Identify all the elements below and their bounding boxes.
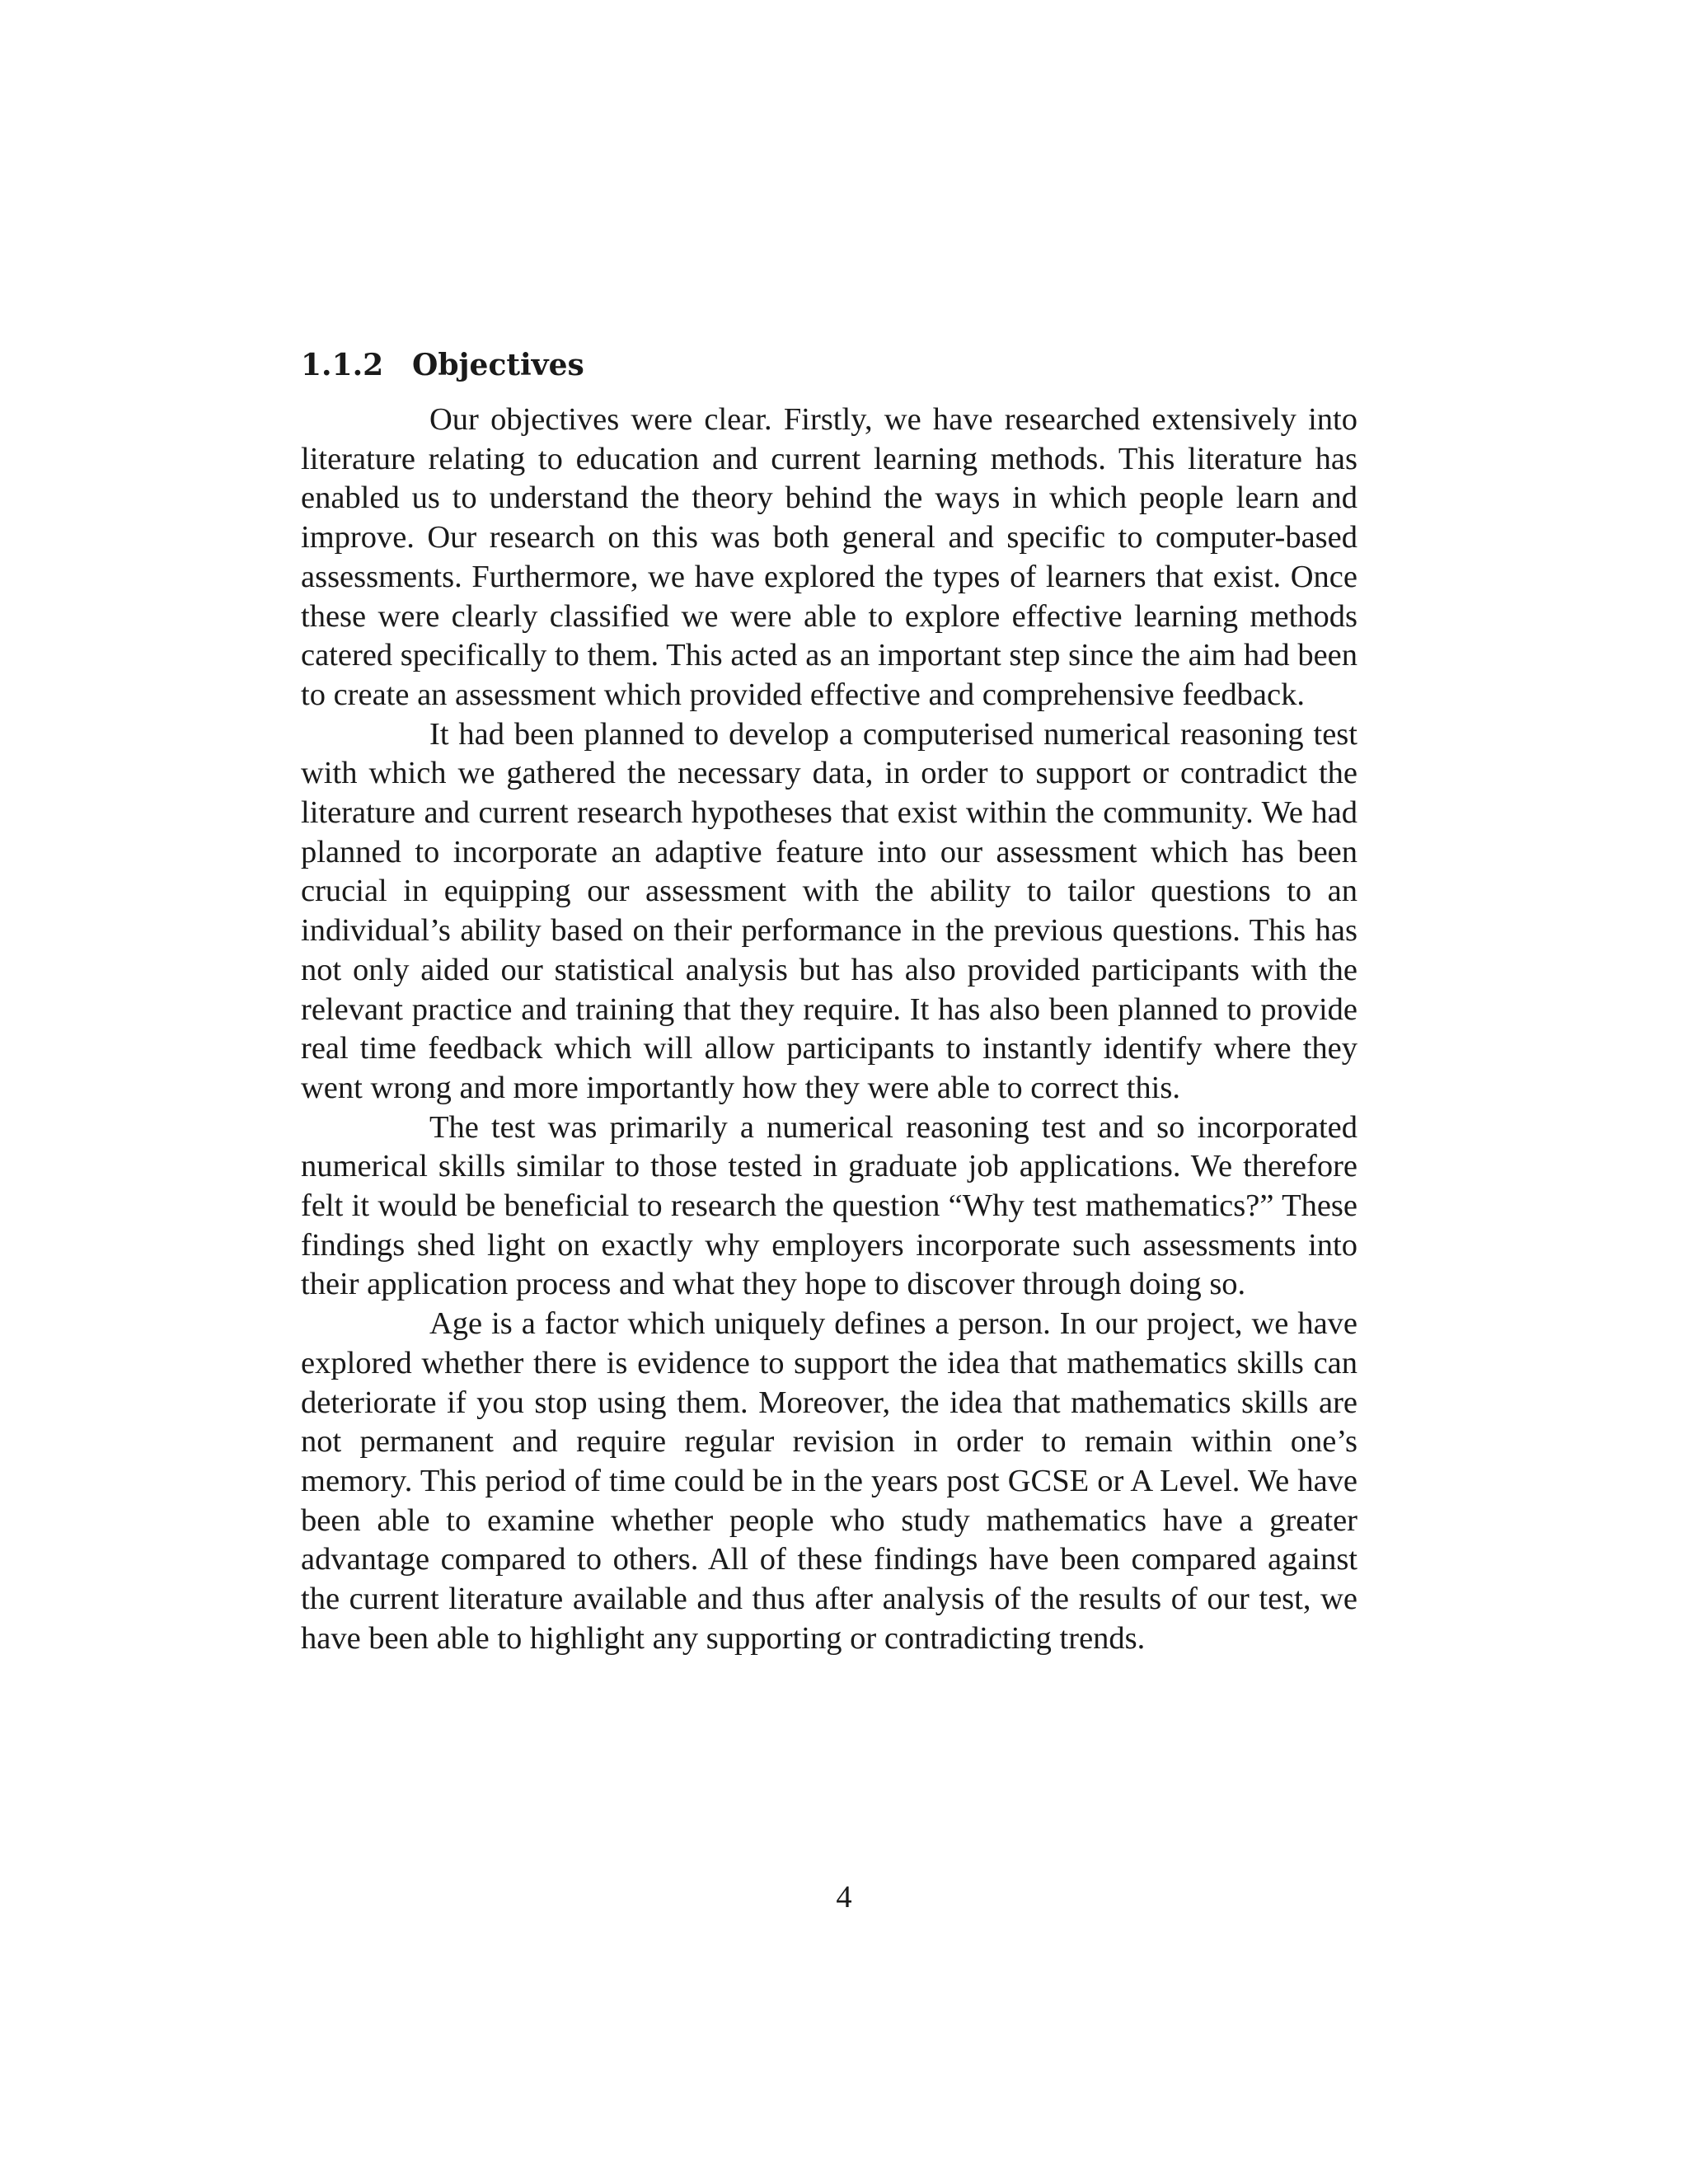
page-number: 4 [836,1880,852,1915]
body-paragraph: Our objectives were clear. Firstly, we have researched extensively into literature relating to education and current learning methods. This literature has enabled us to understand the theory behind the ways in which people learn and improve. Our research on this was both general and specific to computer-based assessments. Furthermore, we have explored the types of learners that exist. Once these were clearly classified we were able to explore effective learning methods catered specifically to them. This acted as an important step since the aim had been to create an assessment which provided effective and comprehensive feedback. [301,402,1357,712]
section-body [301,401,1357,1659]
body-paragraph: Age is a factor which uniquely defines a person. In our project, we have explored whether there is evidence to support the idea that mathematics skills can deteriorate if you stop using them. Moreover, the idea that mathematics skills are not permanent and require regular revision in order to remain within one’s memory. This period of time could be in the years post GCSE or A Level. We have been able to examine whether people who study mathematics have a greater advantage compared to others. All of these findings have been compared against the current literature available and thus after analysis of the results of our test, we have been able to highlight any supporting or contradicting trends. [301,1306,1357,1656]
section-number: 1.1.2 [301,348,384,382]
body-paragraph: It had been planned to develop a computerised numerical reasoning test with which we gathered the necessary data, in order to support or contradict the literature and current research hypotheses that exist within the community. We had planned to incorporate an adaptive feature into our assessment which has been crucial in equipping our assessment with the ability to tailor questions to an individual’s ability based on their performance in the previous questions. This has not only aided our statistical analysis but has also provided participants with the relevant practice and training that they require. It has also been planned to provide real time feedback which will allow participants to instantly identify where they went wrong and more importantly how they were able to correct this. [301,716,1357,1105]
body-paragraph: The test was primarily a numerical reasoning test and so incorporated numerical skills similar to those tested in graduate job applications. We therefore felt it would be beneficial to research the question “Why test mathematics?” These findings shed light on exactly why employers incorporate such assessments into their application process and what they hope to discover through doing so. [301,1109,1357,1302]
section-title: Objectives [412,348,584,382]
section-heading [301,344,584,386]
